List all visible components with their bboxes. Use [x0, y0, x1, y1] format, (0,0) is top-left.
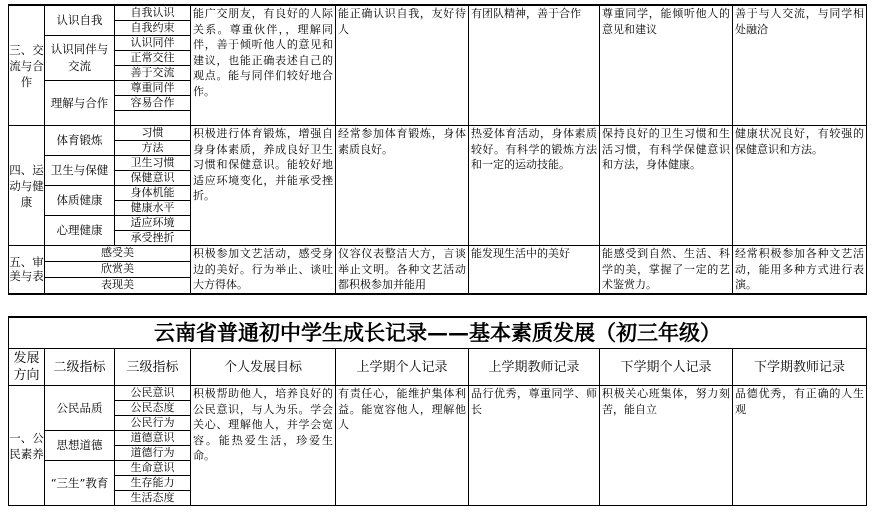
sub-indicator-cell: 保健意识	[115, 171, 191, 186]
goal-cell: 积极进行体育锻炼，增强自身身体素质，养成良好卫生习惯和保健意识。能较好地适应环境变化，并能承受挫折。	[191, 126, 336, 246]
previous-record-table	[8, 4, 867, 295]
sub-indicator-cell: 承受挫折	[115, 231, 191, 246]
s1-personal-cell: 经常参加体育锻炼，身体素质良好。	[336, 126, 469, 246]
page-title: 云南省普通初中学生成长记录——基本素质发展（初三年级）	[9, 317, 867, 349]
indicator-cell: “三生”教育	[45, 461, 115, 506]
sub-indicator-cell: 认识同伴	[115, 36, 191, 51]
indicator-cell: 体质健康	[45, 186, 115, 216]
sub-indicator-cell: 生活态度	[115, 491, 191, 506]
s2-teacher-cell: 健康状况良好，有较强的保健意识和方法。	[733, 126, 867, 246]
sub-indicator-cell: 道德意识	[115, 431, 191, 446]
indicator-cell: 卫生与保健	[45, 156, 115, 186]
sub-indicator-cell: 生命意识	[115, 461, 191, 476]
s1-personal-cell: 能正确认识自我，友好待人	[336, 5, 469, 126]
grade3-record-table	[8, 316, 867, 506]
s2-personal-cell: 积极关心班集体，努力刻苦，能自立	[600, 386, 733, 506]
s2-personal-cell: 能感受到自然、生活、科学的美，掌握了一定的艺术鉴赏力。	[600, 246, 733, 294]
header-level3: 三级指标	[115, 349, 191, 386]
indicator-cell: 理解与合作	[45, 81, 115, 126]
direction-cell: 三、交流与合作	[9, 5, 45, 126]
header-direction: 发展方向	[9, 349, 45, 386]
sub-indicator-cell: 身体机能	[115, 186, 191, 201]
s2-teacher-cell: 品德优秀，有正确的人生观	[733, 386, 867, 506]
sub-indicator-cell: 生存能力	[115, 476, 191, 491]
s2-teacher-cell: 善于与人交流，与同学相处融洽	[733, 5, 867, 126]
header-s2-teacher: 下学期教师记录	[733, 349, 867, 386]
sub-indicator-cell: 容易合作	[115, 96, 191, 111]
header-goal: 个人发展目标	[191, 349, 336, 386]
direction-cell: 一、公民素养	[9, 386, 45, 506]
indicator-cell: 心理健康	[45, 216, 115, 246]
sub-indicator-cell: 公民行为	[115, 416, 191, 431]
sub-indicator-cell: 习惯	[115, 126, 191, 141]
goal-cell: 能广交朋友，有良好的人际关系。尊重伙伴，，理解同伴，善于倾听他人的意见和建议，也能正确表述自己的观点。能与同伴们较好地合作。	[191, 5, 336, 126]
sub-indicator-cell: 正常交往	[115, 51, 191, 66]
sub-indicator-cell: 尊重同伴	[115, 81, 191, 96]
s1-teacher-cell: 有团队精神，善于合作	[469, 5, 600, 126]
sub-indicator-cell: 方法	[115, 141, 191, 156]
header-s2-personal: 下学期个人记录	[600, 349, 733, 386]
sub-indicator-cell: 健康水平	[115, 201, 191, 216]
sub-indicator-cell	[115, 111, 191, 126]
direction-cell: 五、审美与表	[9, 246, 45, 294]
sub-indicator-cell: 道德行为	[115, 446, 191, 461]
sub-indicator-cell: 善于交流	[115, 66, 191, 81]
sub-indicator-cell: 公民态度	[115, 401, 191, 416]
goal-cell: 积极参加文艺活动，感受身边的美好。行为举止、谈吐大方得体。	[191, 246, 336, 294]
s1-teacher-cell: 能发现生活中的美好	[469, 246, 600, 294]
indicator-cell: 体育锻炼	[45, 126, 115, 156]
sub-indicator-cell: 感受美	[45, 246, 191, 262]
indicator-cell: 公民品质	[45, 386, 115, 431]
indicator-cell: 认识自我	[45, 5, 115, 36]
indicator-cell: 思想道德	[45, 431, 115, 461]
header-s1-personal: 上学期个人记录	[336, 349, 469, 386]
sub-indicator-cell: 表现美	[45, 277, 191, 293]
sub-indicator-cell: 欣赏美	[45, 261, 191, 277]
goal-cell: 积极帮助他人，培养良好的公民意识，与人为乐。学会关心、理解他人，并学会宽容。能热爱生活，珍爱生命。	[191, 386, 336, 506]
sub-indicator-cell: 公民意识	[115, 386, 191, 401]
sub-indicator-cell: 自我约束	[115, 21, 191, 36]
direction-cell: 四、运动与健康	[9, 126, 45, 246]
s2-teacher-cell: 经常积极参加各种文艺活动，能用多种方式进行表演。	[733, 246, 867, 294]
sub-indicator-cell: 自我认识	[115, 5, 191, 21]
indicator-cell: 认识同伴与交流	[45, 36, 115, 81]
s1-personal-cell: 有责任心，能维护集体利益。能宽容他人，理解他人	[336, 386, 469, 506]
sub-indicator-cell: 适应环境	[115, 216, 191, 231]
s1-personal-cell: 仪容仪表整洁大方，言谈举止文明。各种文艺活动都积极参加并能用	[336, 246, 469, 294]
s2-personal-cell: 保持良好的卫生习惯和生活习惯，有科学保健意识和方法，身体健康。	[600, 126, 733, 246]
s1-teacher-cell: 品行优秀，尊重同学、师长	[469, 386, 600, 506]
header-s1-teacher: 上学期教师记录	[469, 349, 600, 386]
header-level2: 二级指标	[45, 349, 115, 386]
s1-teacher-cell: 热爱体育活动，身体素质较好。有科学的锻炼方法和一定的运动技能。	[469, 126, 600, 246]
s2-personal-cell: 尊重同学，能倾听他人的意见和建议	[600, 5, 733, 126]
sub-indicator-cell: 卫生习惯	[115, 156, 191, 171]
